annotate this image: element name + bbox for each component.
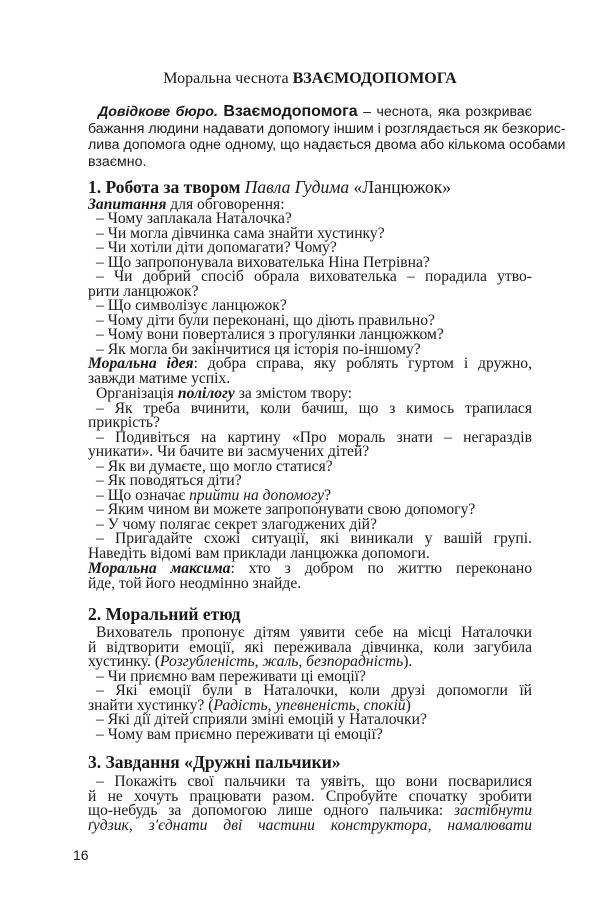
question-item: – Що символізує ланцюжок? bbox=[96, 297, 287, 314]
question-item: – Що запропонувала вихователька Ніна Петрівна? bbox=[96, 254, 430, 271]
section3-l3-prefix: що-небудь за допомогою лише одного пальчика: bbox=[88, 802, 455, 819]
section3-line: ґудзик, з'єднати дві частини конструктора, намалювати bbox=[88, 817, 532, 834]
section2-line: – Які емоції були в Наталочки, коли друзі допомогли їй bbox=[96, 682, 532, 699]
moral-idea-text: : добра справа, яку роблять гуртом і дружно, bbox=[193, 355, 532, 372]
reference-line-4: взаємно. bbox=[88, 154, 147, 170]
questions-intro-rest: для обговорення: bbox=[166, 196, 285, 213]
section3-l3-italic: застібнути bbox=[454, 802, 532, 819]
polylogue-rest: за змістом твору: bbox=[234, 385, 352, 402]
section3-line: й не хочуть працювати разом. Спробуйте спочатку зробити bbox=[88, 788, 532, 805]
section2-l3-italic: Розгубленість, жаль, безпорадність bbox=[160, 653, 404, 670]
section1-heading-num: 1. Робота за твором bbox=[88, 177, 245, 197]
reference-line-3: лива допомога одне одному, що надається двома або кількома особами bbox=[88, 137, 566, 153]
title-prefix: Моральна чеснота bbox=[163, 70, 293, 87]
page-number: 16 bbox=[73, 847, 89, 863]
title-word: ВЗАЄМОДОПОМОГА bbox=[292, 70, 457, 87]
means-suffix: ? bbox=[324, 487, 332, 504]
section2-l3-suffix: ). bbox=[403, 653, 413, 670]
polylogue-word: полілогу bbox=[177, 385, 235, 402]
section1-heading-author: Павла Гудима bbox=[244, 177, 350, 197]
questions-label: Запитання bbox=[88, 196, 167, 213]
polylogue-item: – Як треба вчинити, коли бачиш, що з кимось трапилася bbox=[96, 400, 532, 417]
polylogue-item: – Як поводяться діти? bbox=[96, 472, 242, 489]
section2-l3-prefix: хустинку. ( bbox=[88, 653, 161, 670]
section2-heading: 2. Моральний етюд bbox=[88, 604, 241, 624]
question-item: – Чи хотіли діти допомагати? Чому? bbox=[96, 239, 337, 256]
moral-idea-line-2: завжди матиме успіх. bbox=[88, 370, 231, 387]
question-item: – Чому вони поверталися з прогулянки ланцюжком? bbox=[96, 326, 444, 343]
reference-line1-text: – чеснота, яка розкриває bbox=[357, 104, 532, 120]
question-item: – Чому заплакала Наталочка? bbox=[96, 210, 292, 227]
section3-heading: 3. Завдання «Дружні пальчики» bbox=[88, 752, 341, 772]
reference-term: Взаємодопомога bbox=[223, 103, 358, 120]
question-item: – Чи добрий спосіб обрала вихователька – порадила утво- bbox=[96, 268, 532, 285]
means-italic: прийти на допомогу bbox=[189, 487, 325, 504]
section2-l6-suffix: ) bbox=[405, 697, 411, 714]
means-prefix: – Що означає bbox=[96, 487, 190, 504]
polylogue-item: уникати». Чи бачите ви засмучених дітей? bbox=[88, 443, 370, 460]
moral-maxim-label: Моральна максима bbox=[88, 560, 231, 577]
reference-line-2: бажання людини надавати допомогу іншим і розглядається як безкорис- bbox=[88, 121, 566, 137]
section2-l6-prefix: знайти хустинку? ( bbox=[88, 697, 214, 714]
question-item: – Як могла би закінчитися ця історія по-іншому? bbox=[96, 341, 421, 358]
polylogue-item: – Пригадайте схожі ситуації, які виникали у вашій групі. bbox=[96, 530, 532, 547]
section1-heading-title: «Ланцюжок» bbox=[349, 177, 451, 197]
moral-idea-label: Моральна ідея bbox=[88, 355, 194, 372]
question-item: – Чому діти були переконані, що діють правильно? bbox=[96, 312, 435, 329]
polylogue-item: – У чому полягає секрет злагоджених дій? bbox=[96, 516, 377, 533]
section3-line: – Покажіть свої пальчики та уявіть, що вони посварилися bbox=[96, 773, 532, 790]
polylogue-prefix: Організація bbox=[96, 385, 178, 402]
polylogue-item: – Подивіться на картину «Про мораль знати – негараздів bbox=[96, 429, 532, 446]
section2-l6-italic: Радість, упевненість, спокій bbox=[213, 697, 406, 714]
section2-line: й відтворити емоції, які переживала дівчинка, коли загубила bbox=[88, 639, 532, 656]
polylogue-item: – Як ви думаєте, що могло статися? bbox=[96, 458, 333, 475]
section2-line: Вихователь пропонує дітям уявити себе на місці Наталочки bbox=[96, 624, 532, 641]
moral-maxim-line-2: йде, той його неодмінно знайде. bbox=[88, 575, 302, 592]
section2-line: – Чи приємно вам переживати ці емоції? bbox=[96, 668, 366, 685]
page-title bbox=[88, 72, 532, 87]
polylogue-item: – Яким чином ви можете запропонувати свою допомогу? bbox=[96, 501, 476, 518]
moral-maxim-text: : хто з добром по життю переконано bbox=[230, 560, 532, 577]
reference-line-1 bbox=[88, 105, 532, 120]
question-item: рити ланцюжок? bbox=[88, 283, 199, 300]
reference-label: Довідкове бюро. bbox=[98, 104, 218, 120]
question-item: – Чи могла дівчинка сама знайти хустинку? bbox=[96, 225, 385, 242]
section1-heading bbox=[88, 177, 532, 197]
polylogue-item: прикрість? bbox=[88, 414, 160, 431]
section2-line: – Чому вам приємно переживати ці емоції? bbox=[96, 726, 383, 743]
section2-line: – Які дії дітей сприяли зміні емоцій у Наталочки? bbox=[96, 711, 427, 728]
polylogue-item: Наведіть відомі вам приклади ланцюжка допомоги. bbox=[88, 545, 430, 562]
